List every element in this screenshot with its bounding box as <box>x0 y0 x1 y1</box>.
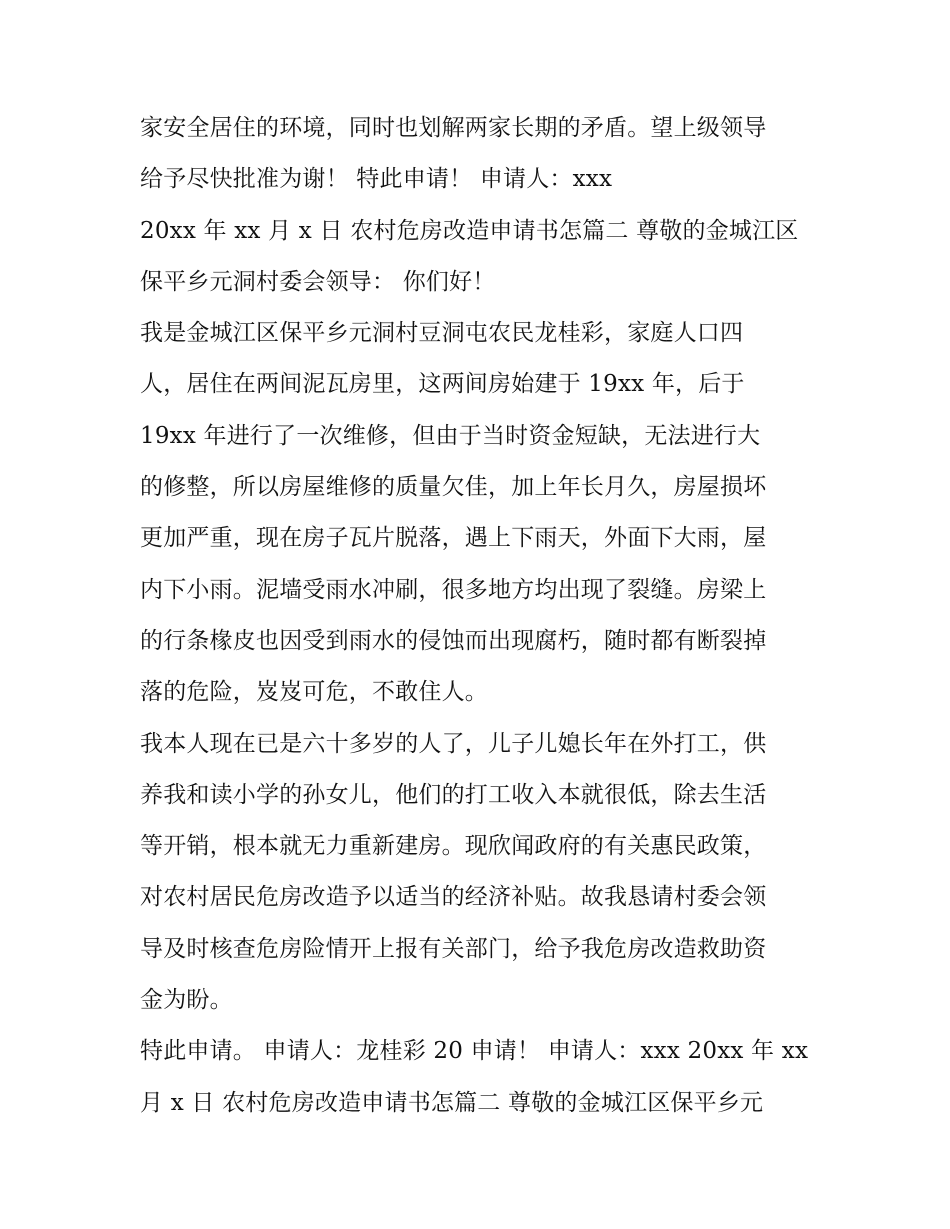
text-line: 我本人现在已是六十多岁的人了，儿子儿媳长年在外打工，供 <box>140 730 767 757</box>
text-line: 家安全居住的环境，同时也划解两家长期的矛盾。望上级领导 <box>140 115 767 141</box>
text-line: 导及时核查危房险情开上报有关部门，给予我危房改造救助资 <box>140 935 767 962</box>
text-line: 20xx 年 xx 月 x 日 农村危房改造申请书怎篇二 尊敬的金城江区 <box>140 217 799 244</box>
text-line: 的修整，所以房屋维修的质量欠佳，加上年长月久，房屋损坏 <box>140 474 767 501</box>
text-line: 更加严重，现在房子瓦片脱落，遇上下雨天，外面下大雨，屋 <box>140 525 767 552</box>
text-line: 金为盼。 <box>140 987 233 1014</box>
text-line: 19xx 年进行了一次维修，但由于当时资金短缺，无法进行大 <box>140 422 761 449</box>
text-line: 的行条椽皮也因受到雨水的侵蚀而出现腐朽，随时都有断裂掉 <box>140 627 767 654</box>
document-body <box>140 103 820 1129</box>
text-line: 养我和读小学的孙女儿，他们的打工收入本就很低，除去生活 <box>140 781 767 808</box>
text-line: 等开销，根本就无力重新建房。现欣闻政府的有关惠民政策， <box>140 833 767 860</box>
text-line: 人，居住在两间泥瓦房里，这两间房始建于 19xx 年，后于 <box>140 371 745 398</box>
text-line: 保平乡元洞村委会领导： 你们好！ <box>140 268 496 295</box>
text-line: 落的危险，岌岌可危，不敢住人。 <box>140 679 488 706</box>
text-line: 我是金城江区保平乡元洞村豆洞屯农民龙桂彩，家庭人口四 <box>140 320 744 347</box>
text-line: 给予尽快批准为谢！ 特此申请！ 申请人：xxx <box>140 166 613 193</box>
text-line: 内下小雨。泥墙受雨水冲刷，很多地方均出现了裂缝。房梁上 <box>140 576 767 603</box>
text-line: 对农村居民危房改造予以适当的经济补贴。故我恳请村委会领 <box>140 884 767 911</box>
text-line: 特此申请。 申请人：龙桂彩 20 申请！ 申请人：xxx 20xx 年 xx <box>140 1038 809 1065</box>
text-line: 月 x 日 农村危房改造申请书怎篇二 尊敬的金城江区保平乡元 <box>140 1089 764 1116</box>
